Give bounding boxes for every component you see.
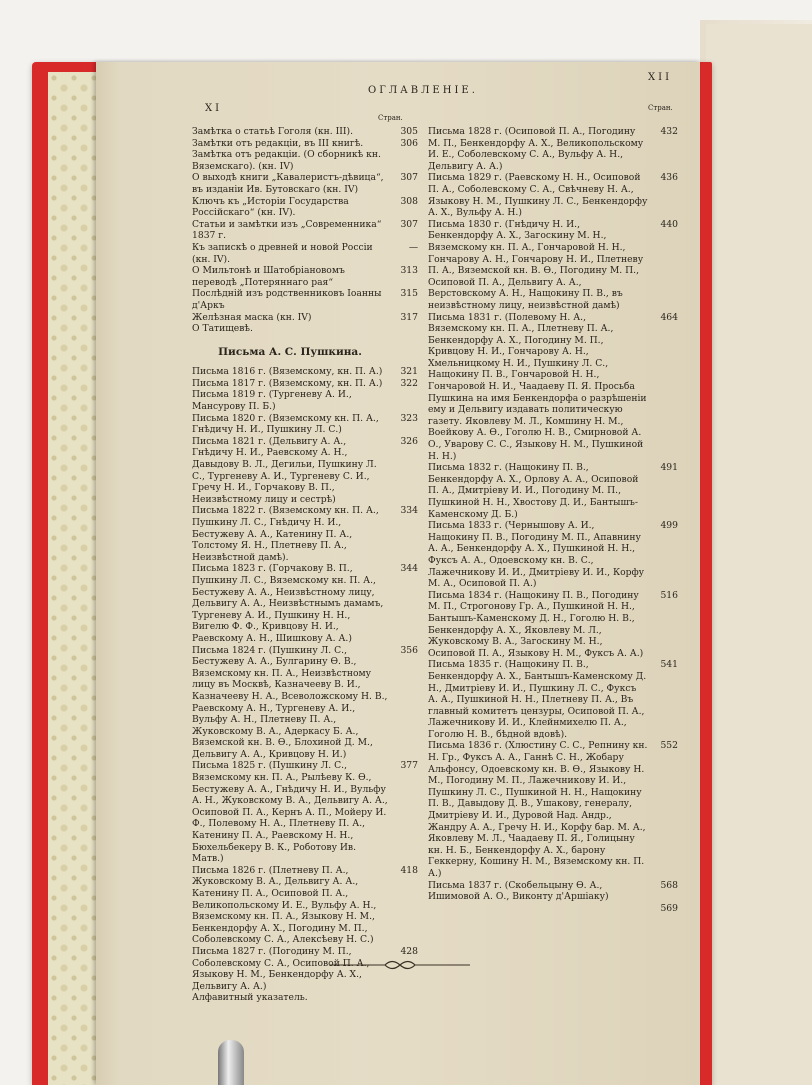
right-page-number: XII bbox=[648, 72, 673, 83]
toc-page-number: 418 bbox=[400, 864, 418, 876]
toc-entry bbox=[428, 312, 678, 463]
toc-entry-text: Алфавитный указатель. bbox=[192, 992, 308, 1004]
toc-entry bbox=[192, 138, 418, 150]
toc-page-number: 306 bbox=[400, 137, 418, 149]
toc-entry bbox=[192, 366, 418, 378]
toc-entry bbox=[192, 436, 418, 506]
toc-entry-text: Статьи и замѣтки изъ „Современника“ 1837 г. bbox=[192, 218, 382, 242]
toc-entry bbox=[192, 645, 418, 761]
toc-page-number: 305 bbox=[400, 126, 418, 137]
stran-label-right: Стран. bbox=[648, 104, 673, 112]
toc-entry-text: Замѣтка о статьѣ Гоголя (кн. III). bbox=[192, 126, 354, 137]
toc-page-number: 321 bbox=[400, 366, 418, 378]
toc-entry bbox=[428, 462, 678, 520]
toc-entry-text: Письма 1825 г. (Пушкину Л. С., Вяземскому кн. П. А., Рылѣеву К. Ѳ., Бестужеву А. А., Гнѣдичу Н. И., Вульфу А. Н., Жуковскому В. А., Дельвигу А. А., Осиповой П. А., Кернъ А. П., Мойеру И. Ф., Полевому Н. А., Плетневу П. А., Катенину П. А., Раевскому Н. Н., Бюхельбекеру В. К., Роботову Ив. Матв.) bbox=[192, 760, 388, 865]
toc-entry bbox=[192, 992, 418, 1004]
toc-entry-text: О Мильтонѣ и Шатобріановомъ переводѣ „Потеряннаго рая“ bbox=[192, 265, 345, 288]
toc-entry-text: Желѣзная маска (кн. IV) bbox=[192, 311, 312, 323]
toc-entry bbox=[428, 126, 678, 172]
left-column bbox=[192, 126, 418, 1004]
toc-entry-text: Письма 1820 г. (Вяземскому кн. П. А., Гнѣдичу Н. И., Пушкину Л. С.) bbox=[192, 412, 379, 436]
toc-entry-text: Письма 1824 г. (Пушкину Л. С., Бестужеву А. А., Булгарину Ѳ. В., Вяземскому кн. П. А., Неизвѣстному лицу въ Москвѣ, Казначееву В. И., Казначееву Н. А., Всеволожскому Н. В., Раевскому А. Н., Тургеневу А. И., Вульфу А. Н., Плетневу П. А., Жуковскому В. А., Адеркасу Б. А., Вяземской кн. В. Ѳ., Блохиной Д. М., Дельвигу А. А., Кривцову Н. И.) bbox=[192, 644, 388, 760]
toc-entry-text: Письма 1829 г. (Раевскому Н. Н., Осиповой П. А., Соболевскому С. А., Свѣчневу Н. А., Языкову Н. М., Пушкину Л. С., Бенкендорфу А. Х., Вульфу А. Н.) bbox=[428, 172, 648, 219]
ornament-divider bbox=[330, 958, 470, 972]
toc-entry bbox=[428, 520, 678, 590]
toc-entry-text: Замѣтки отъ редакціи, въ III книгѣ. bbox=[192, 137, 364, 149]
toc-entry bbox=[192, 219, 418, 242]
toc-page-number: 326 bbox=[400, 435, 418, 447]
left-page-number: XI bbox=[205, 103, 223, 114]
toc-page-number: 308 bbox=[400, 195, 418, 207]
toc-page-number: 436 bbox=[660, 172, 678, 184]
toc-page-number: 307 bbox=[400, 172, 418, 184]
toc-page-number: 428 bbox=[400, 945, 418, 957]
toc-page-number: 552 bbox=[660, 740, 678, 752]
toc-page-number: — bbox=[408, 241, 418, 253]
toc-entry-text: Письма 1835 г. (Нащокину П. В., Бенкендорфу А. Х., Бантышъ-Каменскому Д. Н., Дмитріеву И. И., Пушкину Л. С., Фуксъ А. А., Пушкиной Н. Н., Плетневу П. А., Въ главный комитетъ цензуры, Осиповой П. А., Лажечникову И. И., Клейнмихелю П. А., Гоголю Н. В., бѣдной вдовѣ). bbox=[428, 659, 647, 740]
toc-entry-text: О Татищевѣ. bbox=[192, 323, 253, 335]
toc-page-number: 315 bbox=[400, 288, 418, 300]
toc-entry bbox=[192, 563, 418, 644]
toc-page-number: 334 bbox=[400, 505, 418, 517]
toc-entry bbox=[192, 126, 418, 138]
toc-page-number: 516 bbox=[660, 589, 678, 601]
toc-entry bbox=[192, 389, 418, 412]
toc-page-number: 541 bbox=[660, 659, 678, 671]
toc-entry bbox=[428, 659, 678, 740]
toc-entry bbox=[192, 505, 418, 563]
toc-entry-text: Письма 1833 г. (Чернышову А. И., Нащокину П. В., Погодину М. П., Апавнину А. А., Бенкендорфу А. Х., Пушкиной Н. Н., Фуксъ А. А., Одоевскому кн. В. С., Лажечникову И. И., Дмитріеву И. И., Корфу М. А., Осиповой П. А.) bbox=[428, 520, 645, 590]
toc-entry bbox=[192, 323, 418, 335]
toc-entry bbox=[192, 288, 418, 311]
toc-entry bbox=[428, 219, 678, 312]
toc-entry bbox=[428, 880, 678, 903]
toc-entry bbox=[428, 172, 678, 218]
toc-page-number: 491 bbox=[660, 462, 678, 474]
toc-entry bbox=[192, 149, 418, 172]
toc-entry bbox=[192, 265, 418, 288]
toc-page-number: 313 bbox=[400, 265, 418, 277]
toc-entry-text: Письма 1834 г. (Нащокину П. В., Погодину М. П., Строгонову Гр. А., Пушкиной Н. Н., Бантышъ-Каменскому Д. Н., Гоголю Н. В., Бенкендорфу А. Х., Яковлеву М. Л., Жуковскому В. А., Загоскину М. Н., Осиповой П. А., Языкову Н. М., Фуксъ А. А.) bbox=[428, 589, 644, 659]
toc-page-number: 307 bbox=[400, 218, 418, 230]
toc-entry bbox=[192, 242, 418, 265]
toc-entry-text: Письма 1822 г. (Вяземскому кн. П. А., Пушкину Л. С., Гнѣдичу Н. И., Бестужеву А. А., Катенину П. А., Толстому Я. Н., Плетневу П. А., Неизвѣстной дамѣ). bbox=[192, 505, 379, 563]
toc-entry bbox=[428, 740, 678, 879]
toc-page-number: 569 bbox=[660, 902, 678, 914]
toc-entry-text: Письма 1821 г. (Дельвигу А. А., Гнѣдичу Н. И., Раевскому А. Н., Давыдову В. Л., Дегильи, Пушкину Л. С., Тургеневу А. И., Тургеневу С. И., Гречу Н. И., Горчакову В. П., Неизвѣстному лицу и сестрѣ) bbox=[192, 435, 377, 505]
toc-page-number: 499 bbox=[660, 520, 678, 532]
toc-entry-text: Письма 1831 г. (Полевому Н. А., Вяземскому кн. П. А., Плетневу П. А., Бенкендорфу А. Х., Погодину М. П., Кривцову Н. И., Гончарову А. Н., Хмельницкому Н. И., Пушкину Л. С., Нащокину П. В., Гончаровой Н. Н., Гончаровой Н. И., Чаадаеву П. Я. Просьба Пушкина на имя Бенкендорфа о разрѣшеніи ему и Дельвигу издавать политическую газету. Яковлеву М. Л., Комшину Н. М., Воейкову А. Ѳ., Гоголю Н. В., Смирновой А. О., Уварову С. С., Языкову Н. М., Пушкиной Н. Н.) bbox=[428, 311, 647, 462]
toc-entry bbox=[192, 760, 418, 864]
section-title: Письма А. С. Пушкина. bbox=[218, 345, 362, 358]
toc-entry-text: Письма 1837 г. (Скобельцыну Ѳ. А., Ишимовой А. О., Виконту д'Аршіаку) bbox=[428, 879, 609, 903]
toc-entry bbox=[192, 413, 418, 436]
toc-page-number: 323 bbox=[400, 412, 418, 424]
toc-page-number: 344 bbox=[400, 563, 418, 575]
toc-entry-text: Письма 1836 г. (Хлюстину С. С., Репнину кн. Н. Гр., Фуксъ А. А., Ганнѣ С. Н., Жобару Альфонсу, Одоевскому кн. В. Ѳ., Языкову Н. М., Погодину М. П., Лажечникову И. И., Пушкину Л. С., Пушкиной Н. Н., Нащокину П. В., Давыдову Д. В., Ушакову, генералу, Дмитріеву И. И., Дуровой Над. Андр., Жандру А. А., Гречу Н. И., Корфу бар. М. А., Яковлеву М. Л., Чаадаеву П. Я., Голицыну кн. Н. Б., Бенкендорфу А. Х., барону Геккерну, Кошину Н. М., Вяземскому кн. П. А.) bbox=[428, 740, 648, 879]
page-title: ОГЛАВЛЕНІЕ. bbox=[368, 85, 478, 96]
toc-entry-text: Письма 1817 г. (Вяземскому, кн. П. А.) bbox=[192, 377, 383, 389]
toc-entry-text: О выходѣ книги „Кавалеристъ-дѣвица“, въ изданіи Ив. Бутовскаго (кн. IV) bbox=[192, 172, 384, 195]
toc-entry-text: Письма 1828 г. (Осиповой П. А., Погодину М. П., Бенкендорфу А. Х., Великопольскому И. Е., Соболевскому С. А., Вульфу А. Н., Дельвигу А. А.) bbox=[428, 126, 644, 172]
toc-page-number: 432 bbox=[660, 126, 678, 137]
toc-page-number: 322 bbox=[400, 377, 418, 389]
toc-entry bbox=[192, 196, 418, 219]
toc-page-number: 317 bbox=[400, 311, 418, 323]
toc-entry-text: Письма 1832 г. (Нащокину П. В., Бенкендорфу А. Х., Орлову А. А., Осиповой П. А., Дмитріеву И. И., Погодину М. П., Пушкиной Н. Н., Хвостову Д. И., Бантышъ-Каменскому Д. Б.) bbox=[428, 462, 639, 520]
toc-entry-text: Послѣдній изъ родственниковъ Іоанны д'Аркъ bbox=[192, 288, 382, 311]
toc-page-number: 464 bbox=[660, 311, 678, 323]
toc-entry-text: Письма 1826 г. (Плетневу П. А., Жуковскому В. А., Дельвигу А. А., Катенину П. А., Осиповой П. А., Великопольскому И. Е., Вульфу А. Н., Вяземскому кн. П. А., Языкову Н. М., Бенкендорфу А. Х., Погодину М. П., Соболевскому С. А., Алексѣеву Н. С.) bbox=[192, 864, 377, 946]
toc-entry-text: Письма 1830 г. (Гнѣдичу Н. И., Бенкендорфу А. Х., Загоскину М. Н., Вяземскому кн. П. А., Гончаровой Н. Н., Гончарову А. Н., Гончарову Н. И., Плетневу П. А., Вяземской кн. В. Ѳ., Погодину М. П., Осиповой П. А., Дельвигу А. А., Верстовскому А. Н., Нащокину П. В., въ неизвѣстному лицу, неизвѣстной дамѣ) bbox=[428, 218, 644, 311]
toc-entry bbox=[428, 590, 678, 660]
toc-entry-text: Письма 1823 г. (Горчакову В. П., Пушкину Л. С., Вяземскому кн. П. А., Бестужеву А. А., Неизвѣстному лицу, Дельвигу А. А., Неизвѣстнымъ дамамъ, Тургеневу А. И., Пушкину Н. Н., Вигелю Ф. Ф., Кривцову Н. И., Раевскому А. Н., Шишкову А. А.) bbox=[192, 563, 384, 644]
toc-page-number: 377 bbox=[400, 760, 418, 772]
toc-entry bbox=[192, 172, 418, 195]
toc-page-number: 568 bbox=[660, 879, 678, 891]
stran-label-left: Стран. bbox=[378, 114, 403, 122]
page-clip bbox=[218, 1040, 244, 1085]
toc-entry bbox=[192, 378, 418, 390]
toc-entry-text: Къ запискѣ о древней и новой Россіи (кн. IV). bbox=[192, 241, 373, 265]
toc-page-number: 356 bbox=[400, 644, 418, 656]
toc-entry-text: Ключъ къ „Исторіи Государства Россійскаго“ (кн. IV). bbox=[192, 195, 349, 219]
toc-entry-text: Письма 1827 г. (Погодину М. П., Соболевскому С. А., Осиповой П. А., Языкову Н. М., Бенкендорфу А. Х., Дельвигу А. А.) bbox=[192, 945, 370, 992]
toc-entry bbox=[192, 865, 418, 946]
toc-entry-text: Замѣтка отъ редакціи. (О сборникѣ кн. Вяземскаго). (кн. IV) bbox=[192, 149, 381, 172]
facing-page bbox=[706, 24, 812, 1085]
toc-entry-text: Письма 1819 г. (Тургеневу А. И., Мансурову П. Б.) bbox=[192, 389, 352, 413]
toc-entry bbox=[192, 312, 418, 324]
toc-page-number: 440 bbox=[660, 218, 678, 230]
right-column bbox=[428, 126, 678, 914]
toc-entry-text: Письма 1816 г. (Вяземскому, кн. П. А.) bbox=[192, 366, 383, 378]
